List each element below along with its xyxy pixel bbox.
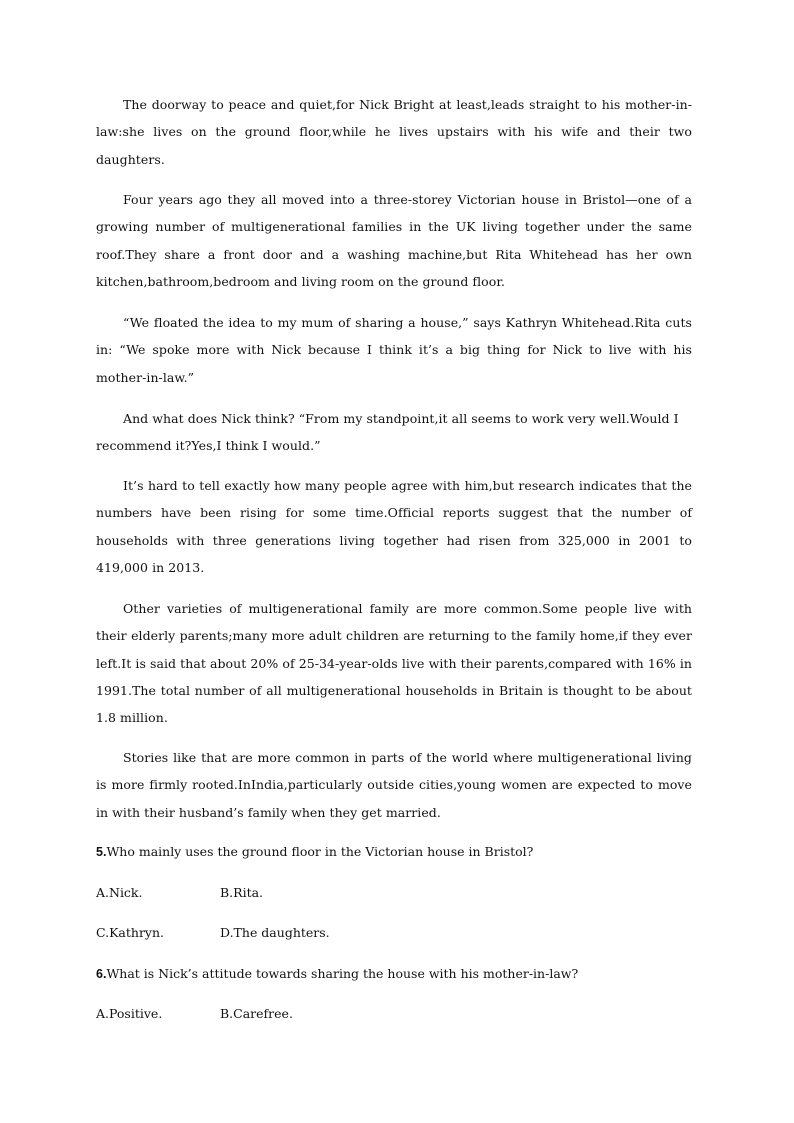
option-b[interactable]: B.Carefree. (220, 1006, 293, 1021)
question-text: What is Nick’s attitude towards sharing the house with his mother-in-law? (106, 966, 579, 981)
option-a[interactable]: A.Positive. (96, 1006, 163, 1021)
passage-paragraph-7: Stories like that are more common in parts of the world where multigenerational living is more firmly rooted.InIndia,particularly outside cities,young women are expected to move in with their husband’s family when they get married. (96, 750, 692, 820)
question-5 (96, 842, 692, 862)
option-a[interactable]: A.Nick. (96, 885, 143, 900)
question-number: 5. (96, 845, 107, 859)
passage-paragraph-5: It’s hard to tell exactly how many people agree with him,but research indicates that the numbers have been rising for some time.Official reports suggest that the number of households with three generations living together had risen from 325,000 in 2001 to 419,000 in 2013. (96, 478, 692, 575)
option-b[interactable]: B.Rita. (220, 885, 264, 900)
question-number: 6. (96, 967, 107, 981)
question-text: Who mainly uses the ground floor in the Victorian house in Bristol? (106, 844, 534, 859)
passage-paragraph-3: “We floated the idea to my mum of sharing a house,” says Kathryn Whitehead.Rita cuts in: “We spoke more with Nick because I think it’s a big thing for Nick to live with his mother-in-law.” (96, 315, 692, 385)
passage-paragraph-4: And what does Nick think? “From my standpoint,it all seems to work very well.Would I recommend it?Yes,I think I would.” (96, 411, 679, 454)
option-c[interactable]: C.Kathryn. (96, 925, 165, 940)
passage-paragraph-6: Other varieties of multigenerational family are more common.Some people live with their elderly parents;many more adult children are returning to the family home,if they ever left.It is said that about 20% of 25-34-year-olds live with their parents,compared with 16% in 1991.The total number of all multigenerational households in Britain is thought to be about 1.8 million. (96, 601, 692, 726)
passage-paragraph-2: Four years ago they all moved into a three-storey Victorian house in Bristol—one of a growing number of multigenerational families in the UK living together under the same roof.They share a front door and a washing machine,but Rita Whitehead has her own kitchen,bathroom,bedroom and living room on the ground floor. (96, 192, 692, 289)
passage-paragraph-1: The doorway to peace and quiet,for Nick Bright at least,leads straight to his mother-in-law:she lives on the ground floor,while he lives upstairs with his wife and their two daughters. (96, 97, 692, 167)
question-6 (96, 964, 692, 984)
option-d[interactable]: D.The daughters. (220, 925, 330, 940)
